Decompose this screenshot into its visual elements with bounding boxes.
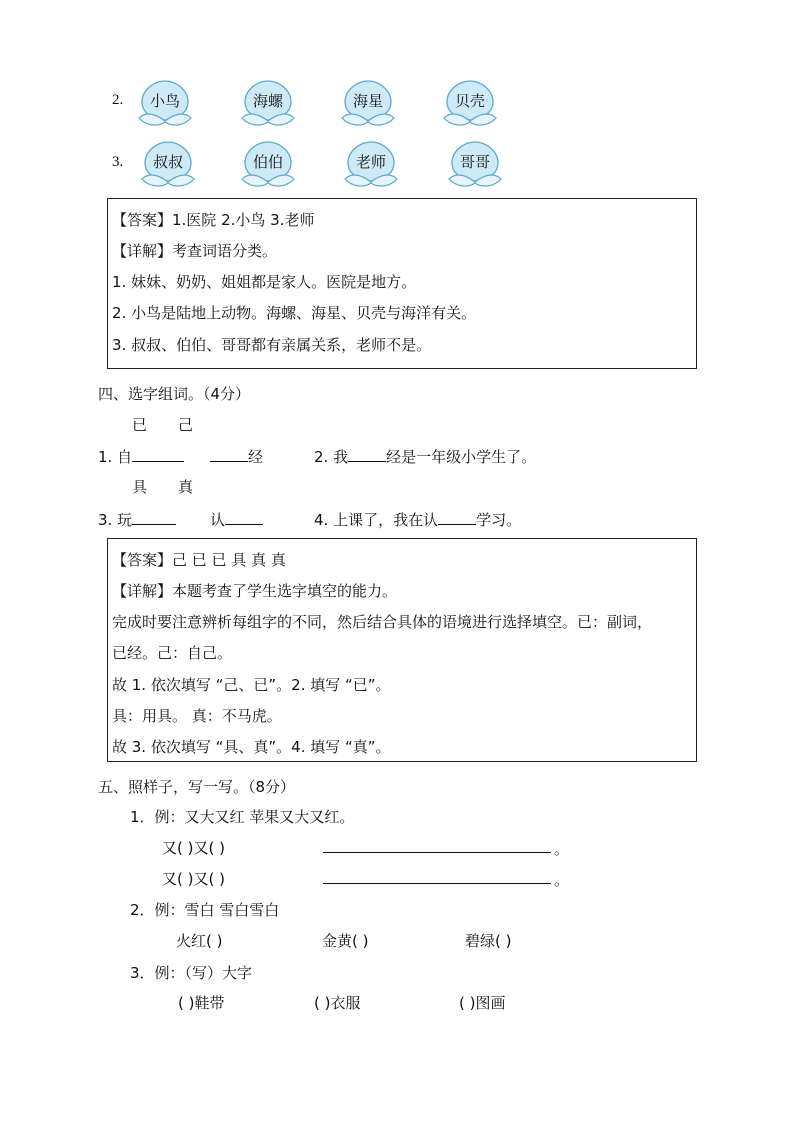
explanation-line: 故 3. 依次填写 “具、真”。4. 填写 “真”。 bbox=[112, 738, 391, 756]
fill-item[interactable]: 碧绿( ) bbox=[465, 932, 512, 950]
question-3b bbox=[210, 509, 263, 530]
section-title: 四、选字组词。（4分） bbox=[98, 385, 251, 403]
example-1: 1．例：又大又红 苹果又大又红。 bbox=[130, 808, 355, 826]
q3-mid: 认 bbox=[210, 511, 226, 529]
row-number: 3. bbox=[112, 154, 124, 170]
peach-card bbox=[136, 78, 194, 128]
char-option: 具 bbox=[132, 478, 148, 496]
explanation-line: 3. 叔叔、伯伯、哥哥都有亲属关系，老师不是。 bbox=[112, 336, 432, 354]
char-option: 已 bbox=[132, 416, 148, 434]
fill-item[interactable]: 火红( ) bbox=[176, 932, 223, 950]
peach-word: 哥哥 bbox=[459, 153, 490, 171]
peach-card bbox=[239, 139, 297, 189]
peach-word: 叔叔 bbox=[152, 153, 183, 171]
question-1 bbox=[98, 446, 184, 467]
period: 。 bbox=[554, 871, 570, 889]
detail-line: 【详解】本题考查了学生选字填空的能力。 bbox=[112, 582, 398, 600]
answer-box bbox=[107, 198, 697, 369]
q2-prefix: 2. 我 bbox=[314, 448, 349, 466]
answer-blank[interactable] bbox=[225, 510, 263, 525]
answer-blank[interactable] bbox=[132, 447, 184, 462]
explanation-line: 故 1. 依次填写 “己、已”。2. 填写 “已”。 bbox=[112, 676, 391, 694]
explanation-line: 完成时要注意辨析每组字的不同，然后结合具体的语境进行选择填空。已：副词， bbox=[112, 613, 653, 631]
q1-suffix: 经 bbox=[248, 448, 264, 466]
peach-word: 伯伯 bbox=[252, 153, 283, 171]
example-2: 2．例：雪白 雪白雪白 bbox=[130, 901, 280, 919]
char-option: 己 bbox=[178, 416, 194, 434]
answer-box bbox=[107, 538, 697, 762]
row-number: 2. bbox=[112, 92, 124, 108]
explanation-line: 1. 妹妹、奶奶、姐姐都是家人。医院是地方。 bbox=[112, 273, 417, 291]
answer-blank[interactable] bbox=[348, 447, 386, 462]
peach-word: 海星 bbox=[352, 92, 383, 110]
peach-word: 小鸟 bbox=[149, 92, 180, 110]
pattern-line: 又( )又( ) bbox=[162, 839, 225, 857]
char-option: 真 bbox=[178, 478, 194, 496]
q1-prefix: 1. 自 bbox=[98, 448, 133, 466]
fill-item[interactable]: ( )衣服 bbox=[314, 994, 361, 1012]
question-2 bbox=[314, 446, 536, 467]
q2-suffix: 经是一年级小学生了。 bbox=[386, 448, 537, 466]
example-3: 3．例：（写）大字 bbox=[130, 964, 253, 982]
peach-word: 老师 bbox=[355, 153, 386, 171]
peach-word: 贝壳 bbox=[454, 92, 485, 110]
q4-prefix: 4. 上课了，我在认 bbox=[314, 511, 439, 529]
answer-line-blank[interactable] bbox=[323, 852, 551, 853]
fill-item[interactable]: ( )鞋带 bbox=[178, 994, 225, 1012]
answer-blank[interactable] bbox=[438, 510, 476, 525]
answer-blank[interactable] bbox=[132, 510, 176, 525]
question-4 bbox=[314, 509, 521, 530]
peach-card bbox=[342, 139, 400, 189]
question-1b bbox=[210, 446, 263, 467]
pattern-line: 又( )又( ) bbox=[162, 870, 225, 888]
explanation-line: 已经。己：自己。 bbox=[112, 644, 233, 662]
detail-line: 【详解】考查词语分类。 bbox=[112, 242, 278, 260]
q4-suffix: 学习。 bbox=[476, 511, 522, 529]
peach-word: 海螺 bbox=[252, 92, 283, 110]
section-title: 五、照样子，写一写。（8分） bbox=[98, 778, 296, 796]
fill-item[interactable]: ( )图画 bbox=[459, 994, 506, 1012]
explanation-line: 2. 小鸟是陆地上动物。海螺、海星、贝壳与海洋有关。 bbox=[112, 304, 477, 322]
answer-blank[interactable] bbox=[210, 447, 248, 462]
answer-line-blank[interactable] bbox=[323, 883, 551, 884]
question-3 bbox=[98, 509, 176, 530]
answer-line: 【答案】己 已 已 具 真 真 bbox=[112, 551, 286, 569]
peach-card bbox=[339, 78, 397, 128]
peach-card bbox=[441, 78, 499, 128]
answer-line: 【答案】1.医院 2.小鸟 3.老师 bbox=[112, 211, 315, 229]
fill-item[interactable]: 金黄( ) bbox=[322, 932, 369, 950]
peach-card bbox=[239, 78, 297, 128]
peach-card bbox=[139, 139, 197, 189]
q3-prefix: 3. 玩 bbox=[98, 511, 133, 529]
explanation-line: 具：用具。 真：不马虎。 bbox=[112, 707, 282, 725]
peach-card bbox=[446, 139, 504, 189]
period: 。 bbox=[554, 840, 570, 858]
